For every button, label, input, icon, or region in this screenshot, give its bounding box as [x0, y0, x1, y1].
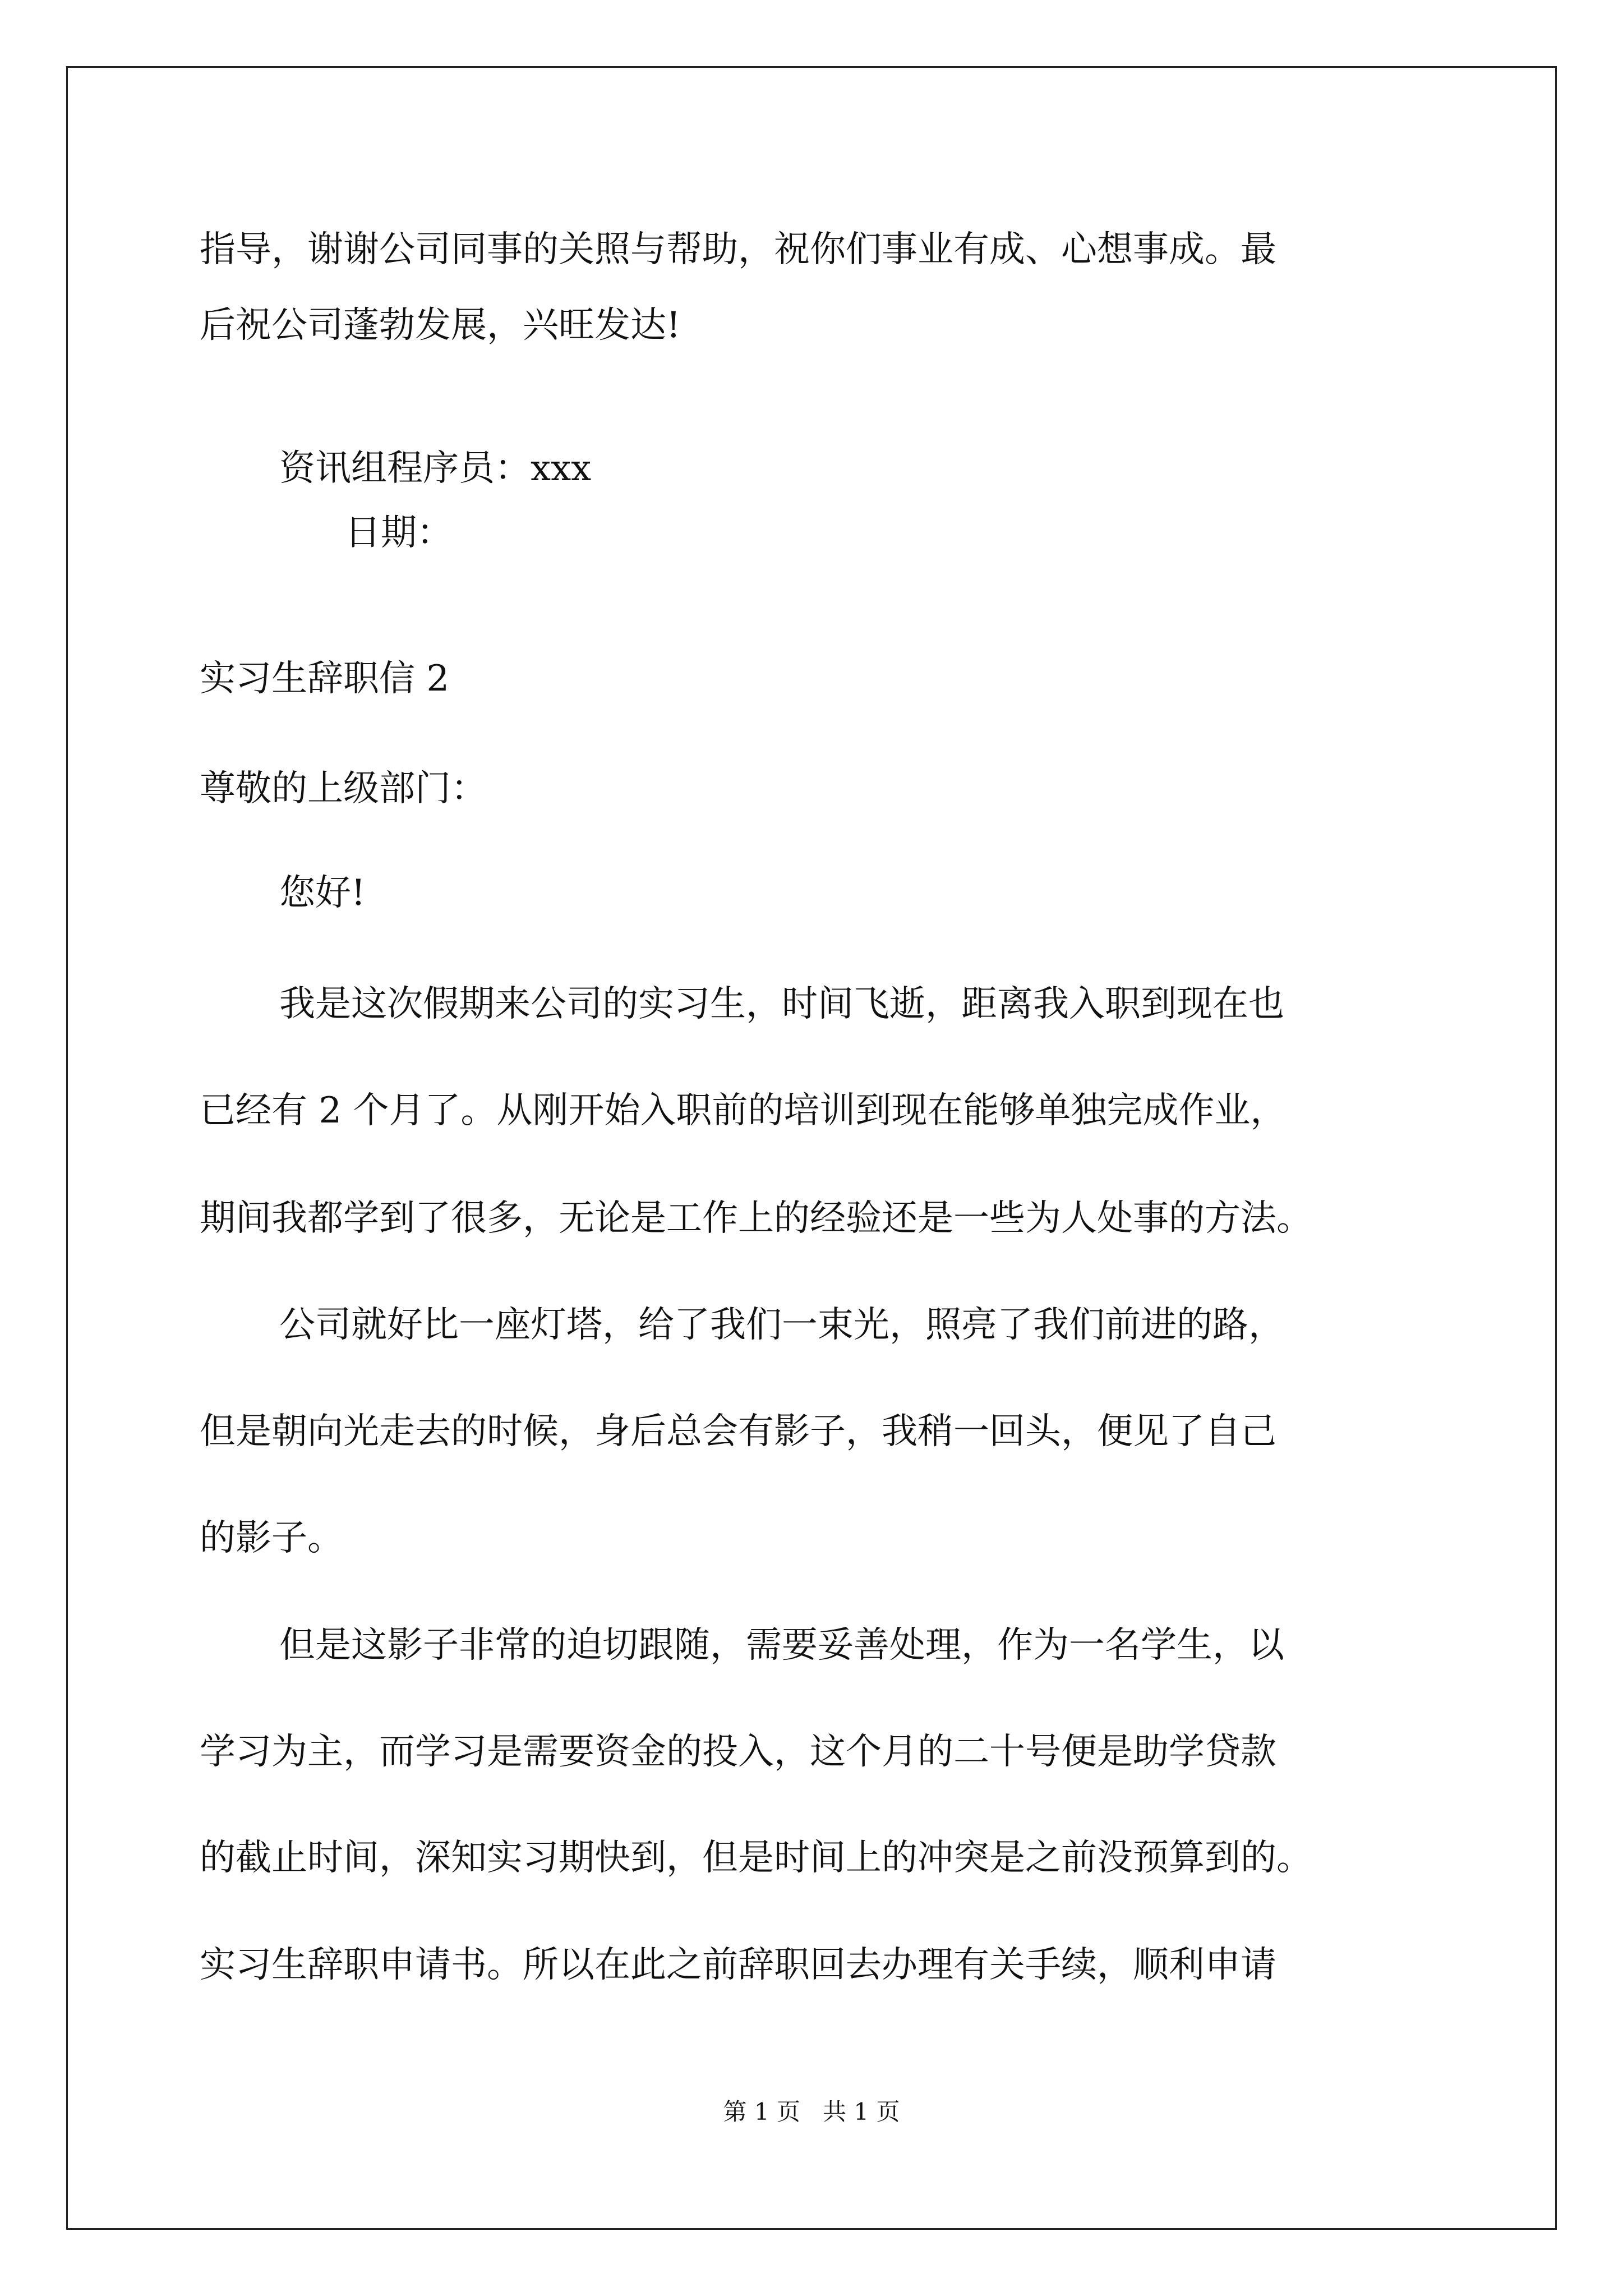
signature-line: 资讯组程序员：xxx — [279, 448, 592, 489]
text-line: 指导，谢谢公司同事的关照与帮助，祝你们事业有成、心想事成。最 — [200, 229, 1276, 270]
section-title: 实习生辞职信 2 — [200, 658, 450, 700]
text-line: 已经有 2 个月了。从刚开始入职前的培训到现在能够单独完成作业， — [200, 1090, 1287, 1131]
text-line: 但是这影子非常的迫切跟随，需要妥善处理，作为一名学生，以 — [279, 1625, 1284, 1666]
greeting: 您好! — [279, 872, 366, 914]
text-line: 实习生辞职申请书。所以在此之前辞职回去办理有关手续，顺利申请 — [200, 1944, 1276, 1986]
page-border — [66, 66, 1557, 2230]
date-line: 日期： — [345, 512, 453, 554]
text-line: 但是朝向光走去的时候，身后总会有影子，我稍一回头，便见了自己 — [200, 1411, 1276, 1452]
text-line: 学习为主，而学习是需要资金的投入，这个月的二十号便是助学贷款 — [200, 1731, 1276, 1773]
text-line: 公司就好比一座灯塔，给了我们一束光，照亮了我们前进的路， — [279, 1304, 1284, 1346]
text-line: 期间我都学到了很多，无论是工作上的经验还是一些为人处事的方法。 — [200, 1198, 1312, 1239]
text-line: 我是这次假期来公司的实习生，时间飞逝，距离我入职到现在也 — [279, 983, 1284, 1025]
text-line: 后祝公司蓬勃发展，兴旺发达! — [200, 305, 681, 346]
text-line: 的影子。 — [200, 1517, 343, 1559]
text-line: 的截止时间，深知实习期快到，但是时间上的冲突是之前没预算到的。 — [200, 1837, 1312, 1879]
page-footer: 第 1 页 共 1 页 — [723, 2098, 900, 2125]
salutation: 尊敬的上级部门： — [200, 768, 487, 809]
